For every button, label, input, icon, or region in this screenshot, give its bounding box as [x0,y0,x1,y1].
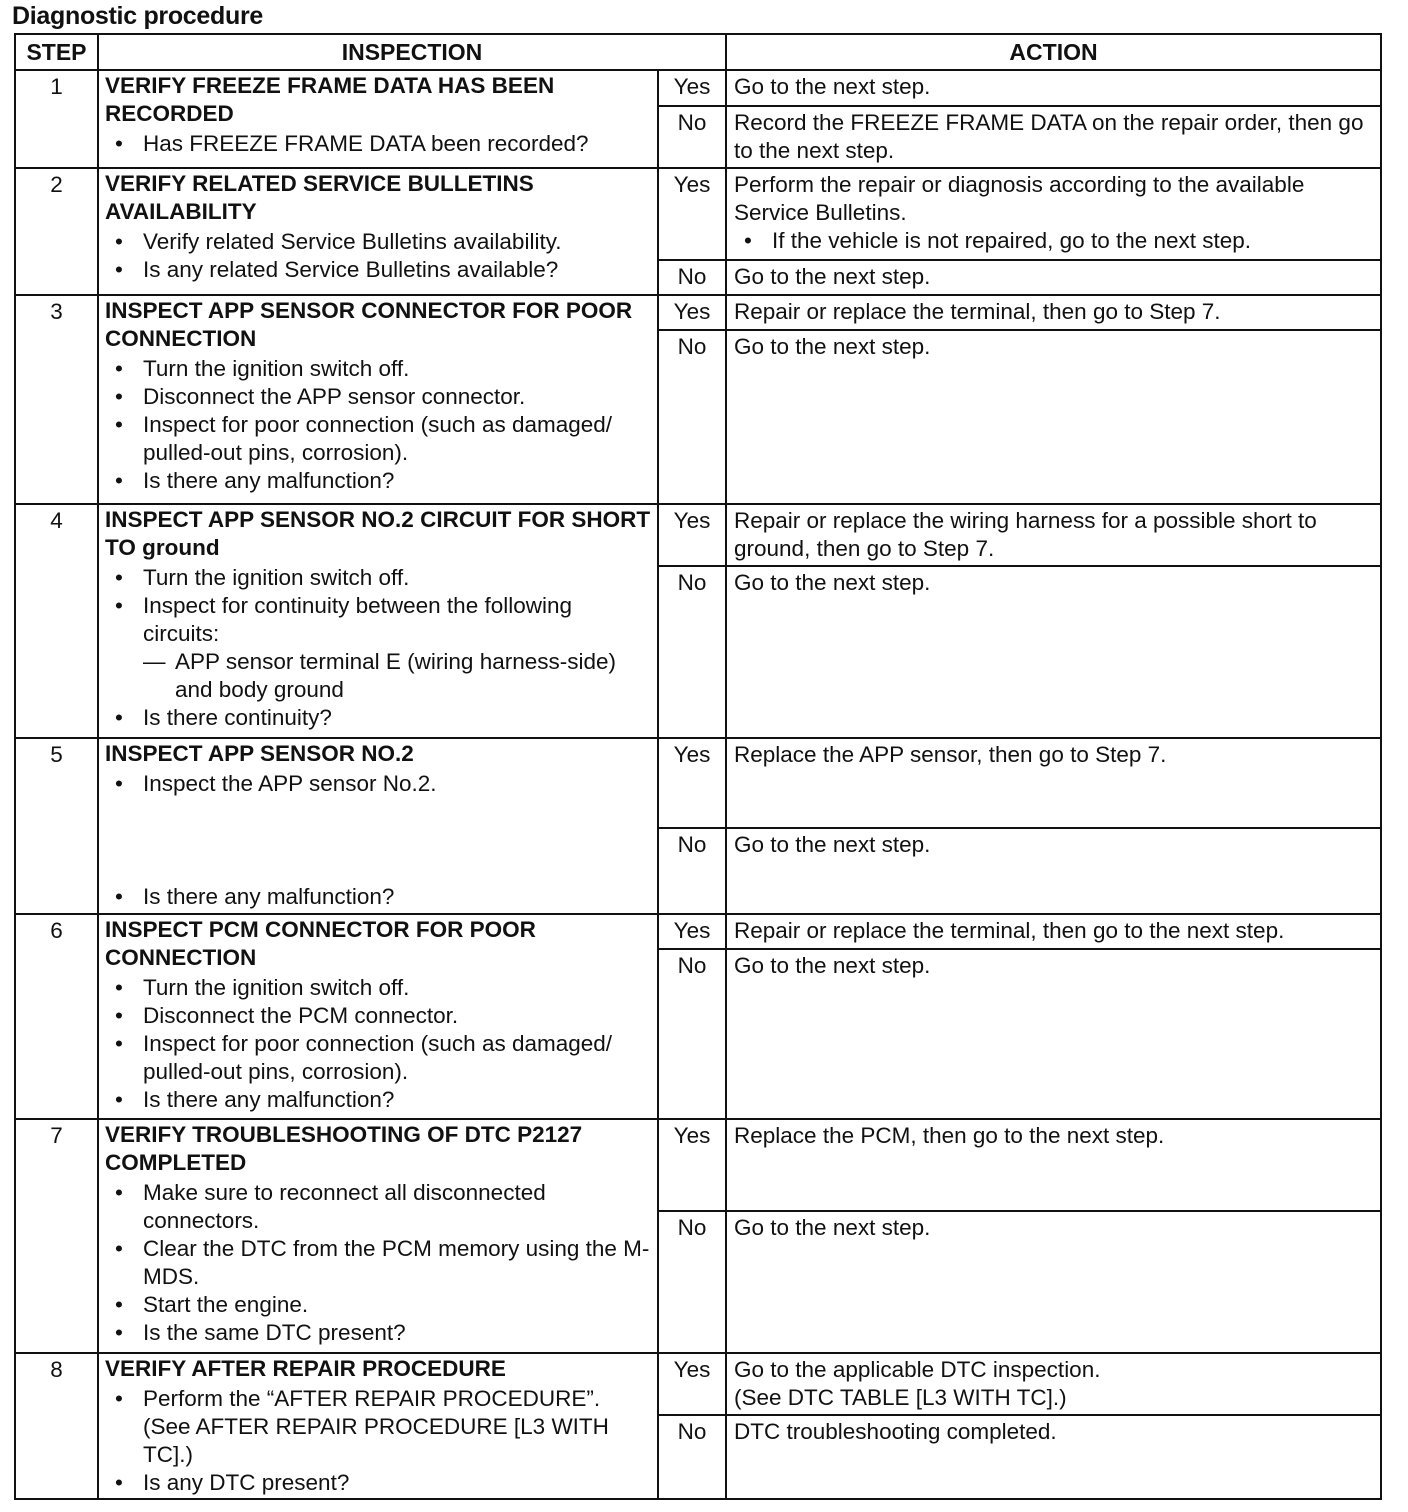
inspection-list-bottom [105,883,394,911]
table-row [15,914,1381,949]
step-number: 1 [15,70,98,168]
list-item: • Is any DTC present? [105,1469,651,1497]
action-list [734,227,1374,255]
inspection-heading: INSPECT APP SENSOR NO.2 CIRCUIT FOR SHORT TO ground [105,507,651,560]
list-item: • Is there any malfunction? [105,1086,651,1114]
inspection-cell [98,70,658,168]
no-label: No [658,949,726,1119]
yes-label: Yes [658,1353,726,1415]
step-number: 7 [15,1119,98,1353]
step-number: 3 [15,295,98,504]
inspection-cell [98,504,658,738]
page-title: Diagnostic procedure [12,2,263,30]
no-action: Go to the next step. [726,566,1381,738]
table-row [15,1353,1381,1415]
no-label: No [658,330,726,504]
list-item: • Disconnect the APP sensor connector. [105,383,651,411]
list-item: • Is there any malfunction? [105,467,651,495]
yes-label: Yes [658,168,726,260]
no-action: Go to the next step. [726,828,1381,914]
list-item: • Is any related Service Bulletins available? [105,256,651,284]
inspection-list [105,974,651,1114]
no-action: Record the FREEZE FRAME DATA on the repair order, then go to the next step. [726,106,1381,168]
inspection-heading: VERIFY RELATED SERVICE BULLETINS AVAILABILITY [105,171,534,224]
yes-action: Repair or replace the terminal, then go to the next step. [726,914,1381,949]
yes-action-text: Go to the applicable DTC inspection. [734,1357,1101,1382]
header-inspection: INSPECTION [98,34,726,70]
inspection-heading: VERIFY AFTER REPAIR PROCEDURE [105,1356,506,1381]
step-number: 8 [15,1353,98,1499]
list-item-text: Inspect for continuity between the following circuits: [143,593,573,646]
inspection-list [105,355,651,495]
yes-action: Repair or replace the wiring harness for a possible short to ground, then go to Step 7. [726,504,1381,566]
yes-action: Replace the PCM, then go to the next step. [726,1119,1381,1211]
header-step: STEP [15,34,98,70]
inspection-list [105,228,651,284]
list-item: • Inspect the APP sensor No.2. [105,770,651,798]
yes-label: Yes [658,1119,726,1211]
step-number: 4 [15,504,98,738]
inspection-list [105,564,651,732]
step-number: 6 [15,914,98,1119]
step-number: 5 [15,738,98,914]
no-label: No [658,1211,726,1353]
inspection-heading: VERIFY TROUBLESHOOTING OF DTC P2127 COMPLETED [105,1122,583,1175]
yes-label: Yes [658,738,726,828]
inspection-list [105,1179,651,1347]
sub-item: — APP sensor terminal E (wiring harness-side) and body ground [143,648,651,704]
inspection-heading: INSPECT APP SENSOR NO.2 [105,741,414,766]
header-row [15,34,1381,70]
step-number: 2 [15,168,98,295]
table-row [15,738,1381,828]
yes-action-reference: (See DTC TABLE [L3 WITH TC].) [734,1385,1067,1410]
diagnostic-table [14,33,1382,1500]
list-item: • Is the same DTC present? [105,1319,651,1347]
list-item: • Is there continuity? [105,704,651,732]
yes-action: Go to the next step. [726,70,1381,106]
inspection-list [105,770,651,798]
list-item [105,592,651,704]
list-item: • Turn the ignition switch off. [105,974,651,1002]
list-item: • Turn the ignition switch off. [105,564,651,592]
yes-label: Yes [658,295,726,330]
no-action: Go to the next step. [726,260,1381,295]
header-action: ACTION [726,34,1381,70]
list-item: • If the vehicle is not repaired, go to the next step. [734,227,1374,255]
list-item: • Turn the ignition switch off. [105,355,651,383]
list-item: • Disconnect the PCM connector. [105,1002,651,1030]
no-action: Go to the next step. [726,1211,1381,1353]
no-label: No [658,566,726,738]
yes-action-text: Perform the repair or diagnosis according to the available Service Bulletins. [734,172,1305,225]
inspection-heading: INSPECT APP SENSOR CONNECTOR FOR POOR CONNECTION [105,298,633,351]
list-item: • Verify related Service Bulletins availability. [105,228,651,256]
inspection-heading: VERIFY FREEZE FRAME DATA HAS BEEN RECORDED [105,73,555,126]
no-label: No [658,828,726,914]
list-item: • Perform the “AFTER REPAIR PROCEDURE”. (See AFTER REPAIR PROCEDURE [L3 WITH TC].) [105,1385,651,1469]
inspection-cell [98,1119,658,1353]
table-row [15,504,1381,566]
yes-action: Repair or replace the terminal, then go to Step 7. [726,295,1381,330]
yes-label: Yes [658,504,726,566]
table-row [15,168,1381,260]
list-item: • Inspect for poor connection (such as damaged/ pulled-out pins, corrosion). [105,1030,651,1086]
list-item: • Start the engine. [105,1291,651,1319]
inspection-cell [98,168,658,295]
no-action: DTC troubleshooting completed. [726,1415,1381,1499]
table-row [15,295,1381,330]
yes-action [726,168,1381,260]
list-item: • Has FREEZE FRAME DATA been recorded? [105,130,651,158]
yes-action: Replace the APP sensor, then go to Step 7. [726,738,1381,828]
inspection-list [105,1385,651,1497]
yes-label: Yes [658,914,726,949]
yes-label: Yes [658,70,726,106]
list-item: • Is there any malfunction? [105,883,394,911]
list-item: • Inspect for poor connection (such as damaged/ pulled-out pins, corrosion). [105,411,651,467]
inspection-list [105,130,651,158]
list-item: • Make sure to reconnect all disconnected connectors. [105,1179,651,1235]
table-row [15,1119,1381,1211]
inspection-cell [98,295,658,504]
inspection-cell [98,1353,658,1499]
inspection-cell [98,738,658,914]
inspection-cell [98,914,658,1119]
no-label: No [658,260,726,295]
no-action: Go to the next step. [726,949,1381,1119]
inspection-heading: INSPECT PCM CONNECTOR FOR POOR CONNECTION [105,917,536,970]
no-action: Go to the next step. [726,330,1381,504]
table-row [15,70,1381,106]
no-label: No [658,106,726,168]
no-label: No [658,1415,726,1499]
yes-action [726,1353,1381,1415]
list-item: • Clear the DTC from the PCM memory using the M-MDS. [105,1235,651,1291]
